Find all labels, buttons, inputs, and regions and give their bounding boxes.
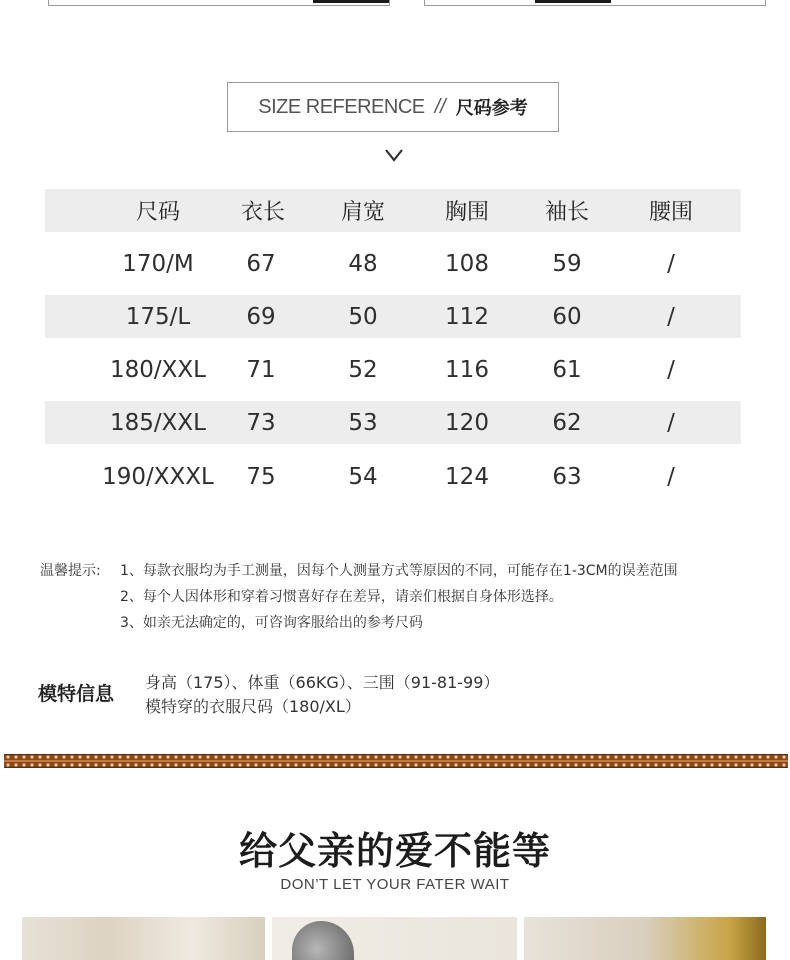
cell-size: 185/XXL xyxy=(110,409,206,436)
product-photo xyxy=(22,917,265,960)
cell-waist: / xyxy=(667,357,675,383)
cell-shoulder: 50 xyxy=(348,303,378,330)
cell-chest: 116 xyxy=(445,357,489,383)
size-table-row xyxy=(45,401,741,444)
tip-line: 2、每个人因体形和穿着习惯喜好存在差异，请亲们根据自身体形选择。 xyxy=(120,589,563,605)
header-cell-waist: 腰围 xyxy=(648,200,693,225)
cell-size: 170/M xyxy=(122,251,194,277)
cell-shoulder: 54 xyxy=(348,464,378,490)
cell-length: 67 xyxy=(246,251,276,277)
tip-line: 1、每款衣服均为手工测量，因每个人测量方式等原因的不同，可能存在1-3CM的误差范围 xyxy=(120,563,678,579)
size-reference-title-zh: 尺码参考 xyxy=(455,98,528,119)
header-cell-shoulder: 肩宽 xyxy=(340,200,385,225)
previous-section-box-left xyxy=(48,0,390,6)
cell-length: 75 xyxy=(246,464,276,490)
previous-section-bar-left xyxy=(313,0,389,3)
cell-sleeve: 61 xyxy=(552,357,582,383)
cell-waist: / xyxy=(667,251,675,277)
size-table-row xyxy=(45,445,741,509)
cell-waist: / xyxy=(667,303,675,330)
header-cell-chest: 胸围 xyxy=(444,200,489,225)
previous-section-box-right xyxy=(424,0,766,6)
product-photo xyxy=(524,917,766,960)
cell-length: 69 xyxy=(246,303,276,330)
cell-length: 73 xyxy=(246,409,276,436)
cell-waist: / xyxy=(667,464,675,490)
header-cell-length: 衣长 xyxy=(240,200,285,225)
cell-size: 180/XXL xyxy=(110,357,206,383)
size-reference-separator: // xyxy=(434,95,446,118)
chevron-down-icon xyxy=(384,148,404,162)
cell-sleeve: 59 xyxy=(552,251,582,277)
model-photo xyxy=(272,917,517,960)
section-title: 给父亲的爱不能等 xyxy=(238,829,551,873)
cell-size: 190/XXXL xyxy=(102,464,214,490)
cell-chest: 112 xyxy=(445,303,489,330)
model-info-label: 模特信息 xyxy=(38,683,115,705)
size-reference-title-en: SIZE REFERENCE xyxy=(258,95,425,118)
model-info-measurements: 身高（175）、体重（66KG）、三围（91-81-99） xyxy=(145,673,500,692)
cell-shoulder: 53 xyxy=(348,409,378,436)
cell-sleeve: 62 xyxy=(552,409,582,436)
cell-sleeve: 60 xyxy=(552,303,582,330)
cell-size: 175/L xyxy=(125,303,191,330)
size-table-header xyxy=(45,189,741,232)
cell-shoulder: 48 xyxy=(348,251,378,277)
tip-line: 3、如亲无法确定的，可咨询客服给出的参考尺码 xyxy=(120,615,423,631)
previous-section-bar-right xyxy=(535,0,611,3)
decorative-divider xyxy=(4,754,788,768)
model-info-size: 模特穿的衣服尺码（180/XL） xyxy=(145,697,361,716)
size-table-row xyxy=(45,233,741,295)
cell-length: 71 xyxy=(246,357,276,383)
header-cell-sleeve: 袖长 xyxy=(544,200,589,225)
size-table-row xyxy=(45,295,741,338)
cell-chest: 108 xyxy=(445,251,489,277)
cell-shoulder: 52 xyxy=(348,357,378,383)
size-table-row xyxy=(45,339,741,401)
section-subtitle: DON’T LET YOUR FATER WAIT xyxy=(280,876,510,893)
tips-label: 温馨提示: xyxy=(40,563,101,579)
cell-sleeve: 63 xyxy=(552,464,582,490)
model-head-image xyxy=(292,921,354,960)
size-table xyxy=(45,189,741,232)
cell-waist: / xyxy=(667,409,675,436)
size-reference-heading xyxy=(227,82,559,132)
cell-chest: 120 xyxy=(445,409,489,436)
cell-chest: 124 xyxy=(445,464,489,490)
header-cell-size: 尺码 xyxy=(135,200,180,225)
